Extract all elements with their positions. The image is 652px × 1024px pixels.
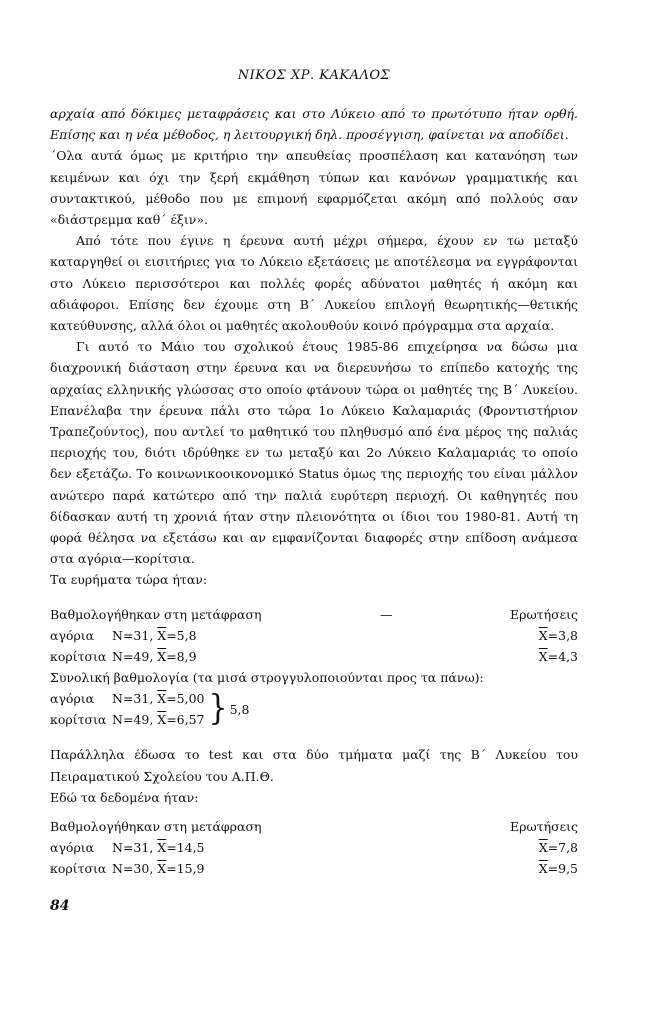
page-body — [50, 68, 578, 879]
row-right-stat — [539, 858, 578, 879]
row-xbar: $\overline{X}$ — [157, 628, 167, 644]
row-right-xbar: $\overline{X}$ — [538, 649, 548, 665]
row-label: αγόρια — [50, 839, 95, 855]
paragraph-2: Από τότε που έγινε η έρευνα αυτή μέχρι σήμερα, έχουν εν τω μεταξύ καταργηθεί οι εισιτήριες για το Λύκειο εξετάσεις με αποτέλεσμα να εγγράφονται στο Λύκειο περισσότεροι και πολλές φορές αδύνατοι μαθητές ή ακόμη και αδιάφοροι. Επίσης δεν έχουμε στη Β΄ Λυκείου επιλογή θεωρητικής—θετικής κατεύθυνσης, αλλά όλοι οι μαθητές ακολουθούν κοινό πρόγραμμα στα αρχαία. — [50, 233, 578, 334]
row-n: N=31, — [112, 691, 154, 707]
total-grading-heading: Συνολική βαθμολογία (τα μισά στρογγυλοποιούνται προς τα πάνω): — [50, 670, 484, 686]
total-row-boys — [50, 688, 205, 709]
table2-left-header: Βαθμολογήθηκαν στη μετάφραση — [50, 818, 262, 834]
row-mean: =5,00 — [166, 691, 205, 707]
row-xbar: $\overline{X}$ — [157, 691, 167, 707]
table1-right-header: Ερωτήσεις — [510, 607, 578, 623]
row-right-stat — [539, 625, 578, 646]
table1-left-header: Βαθμολογήθηκαν στη μετάφραση — [50, 607, 262, 623]
paragraph-italic: αρχαία από δόκιμες μεταφράσεις και στο Λύκειο από το πρωτότυπο ήταν ορθή. Επίσης και η νέα μέθοδος, η λειτουργική δηλ. προσέγγιση, φαίνεται να αποδίδει. — [50, 106, 578, 143]
paragraph-1-continuation: ΄Ολα αυτά όμως με κριτήριο την απευθείας προσπέλαση και κατανόηση των κειμένων και όχι την ξερή εκμάθηση τύπων και κανόνων γραμματικής και συντακτικού, μέθοδο που με επιμονή εφαρμόζεται ακόμη από πολλούς σαν «διάστρεμμα καθ΄ έξιν». — [50, 148, 578, 228]
findings-intro: Τα ευρήματα τώρα ήταν: — [50, 572, 208, 588]
results-table-1 — [50, 604, 578, 667]
row-right-stat — [539, 646, 578, 667]
row-mean: =5,8 — [166, 628, 197, 644]
row-right-xbar: $\overline{X}$ — [538, 628, 548, 644]
row-label: κορίτσια — [50, 712, 107, 728]
row-n: N=49, — [112, 712, 154, 728]
row-n: N=49, — [112, 649, 154, 665]
row-n: N=30, — [112, 860, 154, 876]
table2-right-header: Ερωτήσεις — [510, 818, 578, 834]
paragraph-4: Παράλληλα έδωσα το test και στα δύο τμήματα μαζί της Β΄ Λυκείου του Πειραματικού Σχολείου του Α.Π.Θ. — [50, 747, 578, 784]
table1-dash: — — [380, 607, 393, 623]
total-row-girls — [50, 709, 205, 730]
row-right-mean: =3,8 — [547, 628, 578, 644]
row-stats — [112, 858, 539, 879]
row-label: αγόρια — [50, 691, 95, 707]
page-number: 84 — [50, 898, 70, 914]
paragraph-3: Γι αυτό το Μάιο του σχολικού έτους 1985-86 επιχείρησα να δώσω μια διαχρονική διάσταση στην έρευνα και να διερευνήσω το επίπεδο κατοχής της αρχαίας ελληνικής γλώσσας στο οποίο φτάνουν τώρα οι μαθητές της Β΄ Λυκείου. Επανέλαβα την έρευνα πάλι στο τώρα 1ο Λύκειο Καλαμαριάς (Φροντιστήριον Τραπεζούντος), που αντλεί το μαθητικό του πληθυσμό από ένα μέρος της παλιάς περιοχής του, διότι ιδρύθηκε εν τω μεταξύ και 2ο Λύκειο Καλαμαριάς το οποίο δεν εξετάζω. Το κοινωνικοοικονομικό Status όμως της περιοχής του είναι μάλλον ανώτερο παρά κατώτερο από την παλιά ευρύτερη περιοχή. Οι καθηγητές που δίδασκαν αυτή τη χρονιά ήταν στην πλειονότητα οι ίδιοι του 1980-81. Αυτή τη φορά θέλησα να εξετάσω και αν εμφανίζονται διαφορές στην επίδοση ανάμεσα στα αγόρια—κορίτσια. — [50, 339, 578, 567]
row-xbar: $\overline{X}$ — [157, 839, 167, 855]
row-right-stat — [539, 837, 578, 858]
row-label: κορίτσια — [50, 649, 107, 665]
row-mean: =6,57 — [166, 712, 205, 728]
row-stats — [112, 625, 539, 646]
row-mean: =14,5 — [166, 839, 205, 855]
row-mean: =15,9 — [166, 860, 205, 876]
total-grading-group — [50, 688, 578, 730]
total-brace-value: 5,8 — [229, 701, 250, 717]
row-n: N=31, — [112, 839, 154, 855]
curly-brace-symbol: } — [208, 688, 228, 730]
table1-row-boys — [50, 625, 578, 646]
table1-header-row — [50, 604, 578, 625]
row-xbar: $\overline{X}$ — [157, 712, 167, 728]
row-right-xbar: $\overline{X}$ — [538, 860, 548, 876]
results-table-2 — [50, 816, 578, 879]
row-stats — [112, 646, 539, 667]
table1-row-girls — [50, 646, 578, 667]
row-right-mean: =9,5 — [547, 860, 578, 876]
row-label: κορίτσια — [50, 860, 107, 876]
table2-row-girls — [50, 858, 578, 879]
running-header: ΝΙΚΟΣ ΧΡ. ΚΑΚΑΛΟΣ — [237, 68, 391, 83]
row-mean: =8,9 — [166, 649, 197, 665]
row-right-xbar: $\overline{X}$ — [538, 839, 548, 855]
table2-row-boys — [50, 837, 578, 858]
data-intro: Εδώ τα δεδομένα ήταν: — [50, 789, 199, 805]
total-rows — [50, 688, 205, 730]
row-stats — [112, 837, 539, 858]
row-xbar: $\overline{X}$ — [157, 860, 167, 876]
row-n: N=31, — [112, 628, 154, 644]
row-right-mean: =7,8 — [547, 839, 578, 855]
table2-header-row — [50, 816, 578, 837]
row-xbar: $\overline{X}$ — [157, 649, 167, 665]
row-right-mean: =4,3 — [547, 649, 578, 665]
row-label: αγόρια — [50, 628, 95, 644]
